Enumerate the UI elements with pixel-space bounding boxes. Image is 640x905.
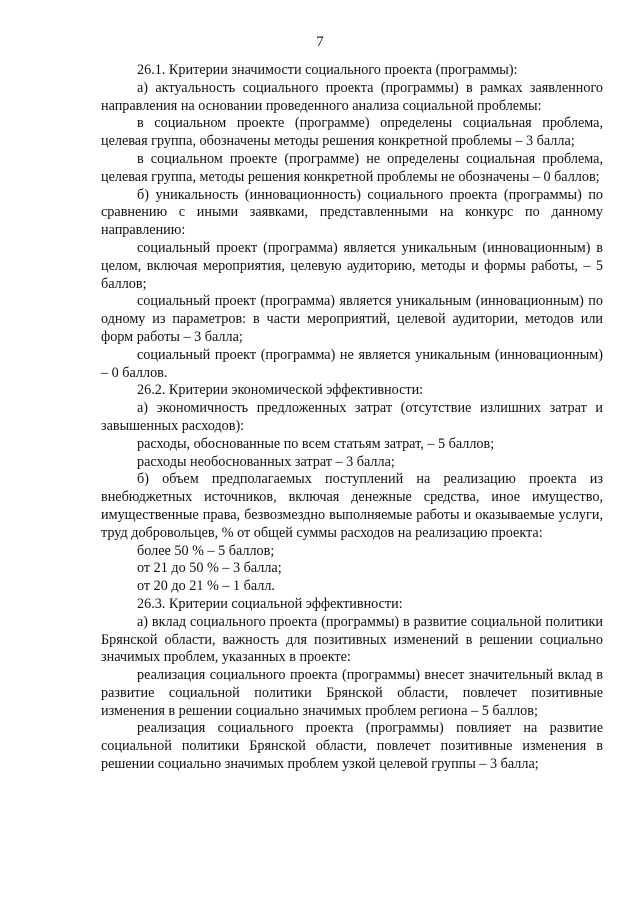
criterion-paragraph: в социальном проекте (программе) не определены социальная проблема, целевая группа, методы решения конкретной проблемы не обозначены – 0 баллов; <box>101 150 603 185</box>
criterion-paragraph: б) уникальность (инновационность) социального проекта (программы) по сравнению с иными заявками, представленными на конкурс по данному направлению: <box>101 186 603 239</box>
criterion-paragraph: расходы, обоснованные по всем статьям затрат, – 5 баллов; <box>137 435 495 452</box>
criterion-paragraph: а) актуальность социального проекта (программы) в рамках заявленного направления на основании проведенного анализа социальной проблемы: <box>101 79 603 114</box>
criterion-paragraph: социальный проект (программа) не является уникальным (инновационным) – 0 баллов. <box>101 346 603 381</box>
page-number: 7 <box>316 34 324 50</box>
section-heading-26-2: 26.2. Критерии экономической эффективности: <box>137 382 424 399</box>
document-body <box>101 62 603 774</box>
criterion-paragraph: от 20 до 21 % – 1 балл. <box>137 578 275 595</box>
criterion-paragraph: реализация социального проекта (программы) внесет значительный вклад в развитие социальной политики Брянской области, повлечет позитивные изменения в решении социально значимых проблем региона – 5 баллов; <box>101 667 603 719</box>
criterion-paragraph: реализация социального проекта (программы) повлияет на развитие социальной политики Брянской области, повлечет позитивные изменения в решении социально значимых проблем узкой целевой группы – 3 балла; <box>101 720 603 773</box>
criterion-paragraph: от 21 до 50 % – 3 балла; <box>137 560 282 577</box>
section-heading-26-3: 26.3. Критерии социальной эффективности: <box>137 595 403 612</box>
criterion-paragraph: расходы необоснованных затрат – 3 балла; <box>137 453 395 470</box>
section-heading-26-1: 26.1. Критерии значимости социального проекта (программы): <box>137 62 518 78</box>
criterion-paragraph: в социальном проекте (программе) определены социальная проблема, целевая группа, обозначены методы решения конкретной проблемы – 3 балла; <box>101 115 603 150</box>
criterion-paragraph: более 50 % – 5 баллов; <box>137 542 275 559</box>
criterion-paragraph: а) вклад социального проекта (программы) в развитие социальной политики Брянской области, важность для позитивных изменений в решении социально значимых проблем, указанных в проекте: <box>101 613 603 666</box>
criterion-paragraph: а) экономичность предложенных затрат (отсутствие излишних затрат и завышенных расходов): <box>101 400 603 434</box>
criterion-paragraph: б) объем предполагаемых поступлений на реализацию проекта из внебюджетных источников, включая денежные средства, иное имущество, имущественные права, безвозмездно выполняемые работы и оказываемые услуги, труд добровольцев, % от общей суммы расходов на реализацию проекта: <box>101 471 603 541</box>
criterion-paragraph: социальный проект (программа) является уникальным (инновационным) в целом, включая мероприятия, целевую аудиторию, методы и формы работы, – 5 баллов; <box>101 239 603 292</box>
criterion-paragraph: социальный проект (программа) является уникальным (инновационным) по одному из параметров: в части мероприятий, целевой аудитории, методов или форм работы – 3 балла; <box>101 293 603 345</box>
